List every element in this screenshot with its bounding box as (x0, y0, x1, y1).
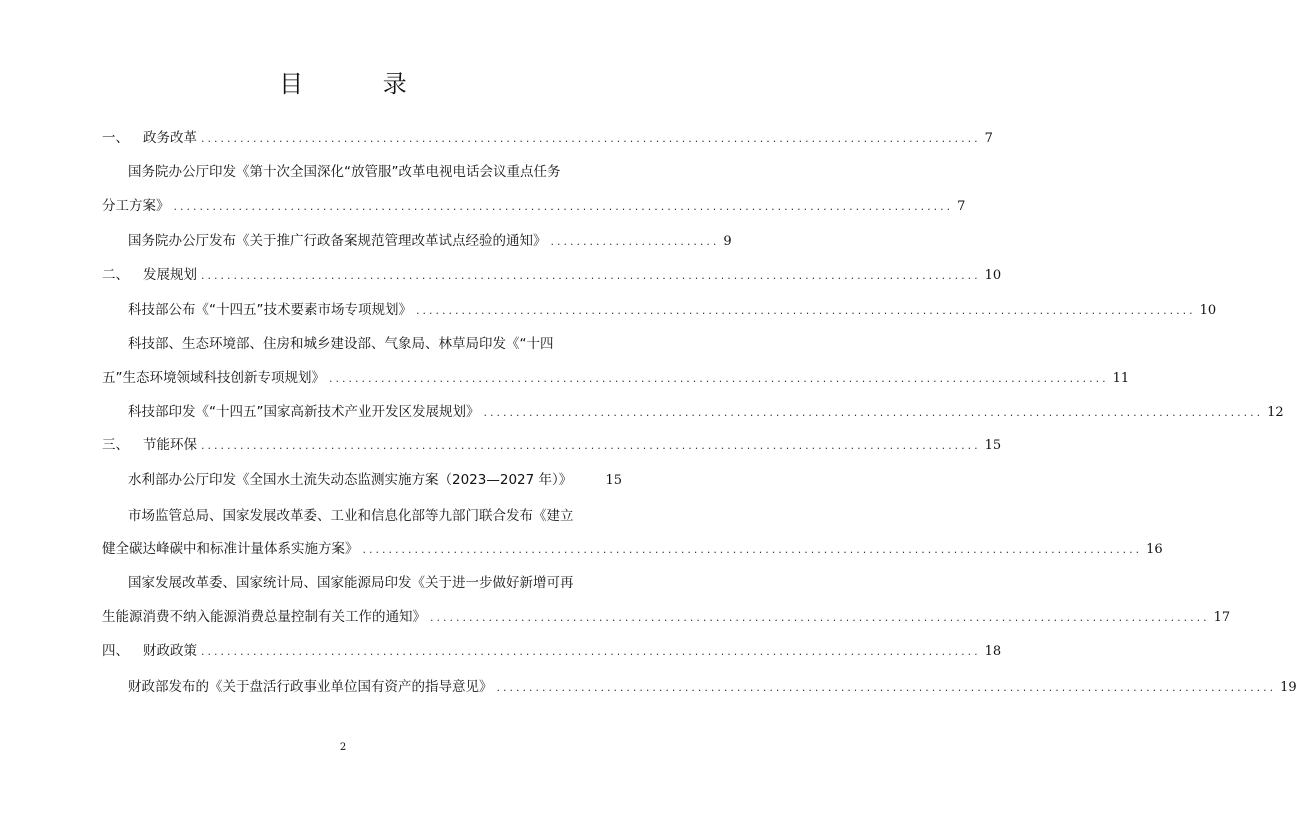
toc-label: 五”生态环境领域科技创新专项规划》 (102, 370, 325, 386)
toc-entry-line1[interactable]: 市场监管总局、国家发展改革委、工业和信息化部等九部门联合发布《建立 (128, 508, 574, 524)
leader-dots: ........................................................................................................................ (483, 406, 1264, 419)
toc-page-number: 7 (984, 131, 993, 146)
toc-entry[interactable] (102, 195, 966, 217)
toc-page-number: 15 (605, 473, 622, 488)
toc-entry[interactable] (102, 676, 1297, 698)
toc-label: 发展规划 (143, 267, 197, 283)
toc-label: 分工方案》 (102, 198, 170, 214)
toc-section-3[interactable] (102, 434, 1002, 456)
toc-page-number: 10 (984, 268, 1002, 283)
toc-page-number: 17 (1213, 610, 1231, 625)
toc-label: 政务改革 (143, 130, 197, 146)
toc-label: 国务院办公厅发布《关于推广行政备案规范管理改革试点经验的通知》 (128, 233, 547, 249)
leader-dots: ........................................................................................................................ (201, 439, 981, 452)
toc-page-number: 12 (1267, 405, 1284, 420)
section-number: 四、 (102, 643, 129, 659)
toc-entry[interactable] (102, 367, 1130, 389)
leader-dots: ........................................................................................................................ (416, 304, 1196, 317)
toc-entry[interactable] (102, 606, 1231, 628)
toc-page-number: 10 (1199, 303, 1217, 318)
toc-entry[interactable] (102, 469, 622, 491)
leader-dots: ........................................................................................................................ (201, 132, 981, 145)
toc-page-number: 7 (957, 199, 966, 214)
leader-dots: ........................................................................................................................ (201, 645, 981, 658)
toc-section-2[interactable] (102, 264, 1002, 286)
toc-label: 科技部印发《“十四五”国家高新技术产业开发区发展规划》 (128, 404, 480, 420)
section-number: 三、 (102, 437, 129, 453)
toc-label: 科技部公布《“十四五”技术要素市场专项规划》 (128, 302, 412, 318)
toc-entry[interactable] (102, 299, 1217, 321)
leader-dots: ........................................................................................................................ (496, 681, 1277, 694)
toc-entry[interactable] (102, 230, 732, 252)
leader-dots: ........................................................................................................................ (430, 611, 1210, 624)
toc-entry[interactable] (102, 538, 1163, 560)
leader-dots: ........................................................................................................................ (201, 269, 981, 282)
toc-page-number: 15 (984, 438, 1002, 453)
toc-label: 财政部发布的《关于盘活行政事业单位国有资产的指导意见》 (128, 679, 493, 695)
leader-dots: .......................... (550, 235, 720, 248)
page-number-footer: 2 (339, 742, 347, 753)
section-number: 一、 (102, 130, 129, 146)
toc-page-number: 11 (1112, 371, 1130, 386)
toc-label: 健全碳达峰碳中和标准计量体系实施方案》 (102, 541, 359, 557)
section-number: 二、 (102, 267, 129, 283)
page-title: 目 录 (279, 70, 443, 98)
toc-section-4[interactable] (102, 640, 1002, 662)
toc-entry-line1[interactable]: 国务院办公厅印发《第十次全国深化“放管服”改革电视电话会议重点任务 (128, 164, 561, 180)
leader-dots: ........................................................................................................................ (173, 200, 954, 213)
leader-dots: ........................................................................................................................ (362, 543, 1143, 556)
toc-label: 节能环保 (143, 437, 197, 453)
toc-page-number: 18 (984, 644, 1002, 659)
leader-dots: ........................................................................................................................ (329, 372, 1109, 385)
toc-label: 生能源消费不纳入能源消费总量控制有关工作的通知》 (102, 609, 426, 625)
toc-entry-line1[interactable]: 科技部、生态环境部、住房和城乡建设部、气象局、林草局印发《“十四 (128, 336, 554, 352)
toc-page-number: 16 (1146, 542, 1163, 557)
toc-entry[interactable] (102, 401, 1284, 423)
toc-label: 水利部办公厅印发《全国水土流失动态监测实施方案（2023—2027 年）》 (128, 472, 573, 488)
toc-label: 财政政策 (143, 643, 197, 659)
toc-page-number: 19 (1280, 680, 1297, 695)
toc-entry-line1[interactable]: 国家发展改革委、国家统计局、国家能源局印发《关于进一步做好新增可再 (128, 575, 574, 591)
toc-section-1[interactable] (102, 127, 993, 149)
toc-page-number: 9 (723, 234, 732, 249)
